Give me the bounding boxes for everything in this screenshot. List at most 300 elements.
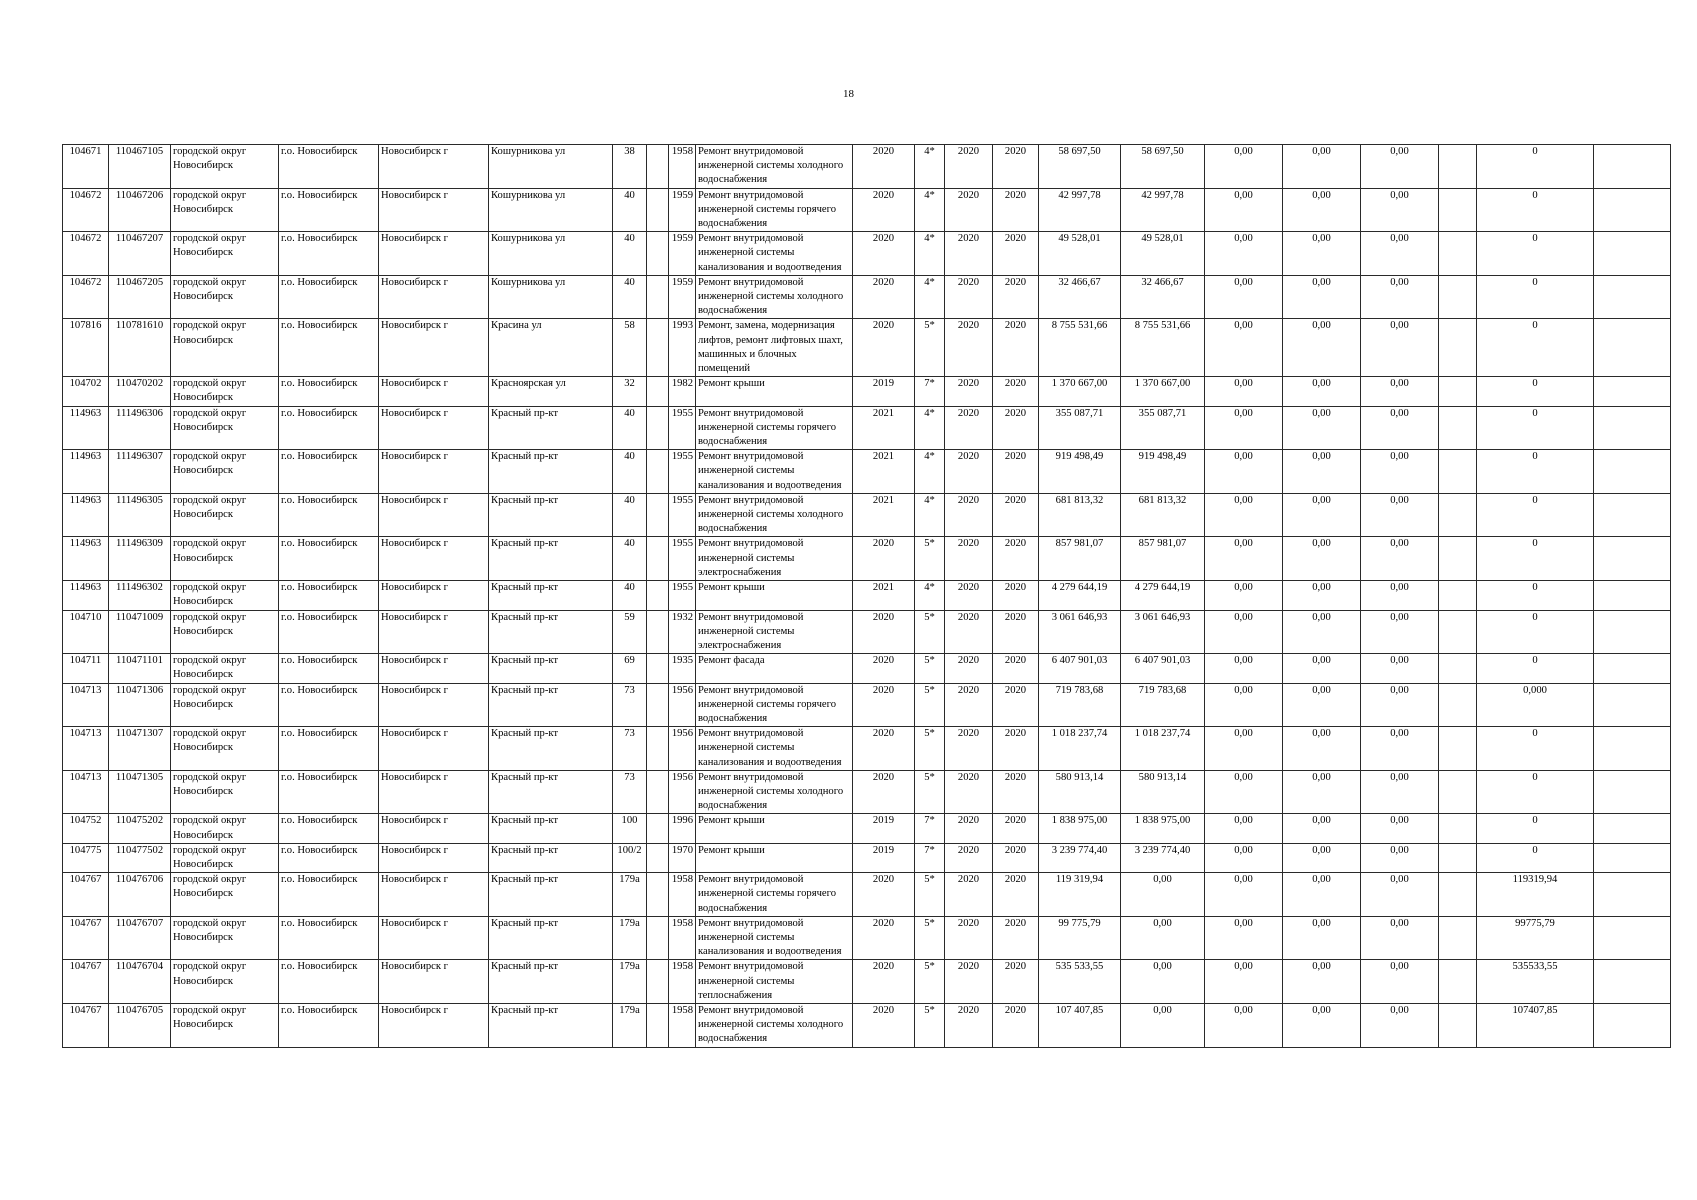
blank-cell bbox=[1594, 960, 1671, 1004]
row-id-cell: 114963 bbox=[63, 537, 109, 581]
amount-cell: 0,00 bbox=[1361, 610, 1439, 654]
city-cell: Новосибирск г bbox=[379, 814, 489, 843]
work-type-cell: Ремонт крыши bbox=[696, 843, 853, 872]
table-body bbox=[63, 145, 1671, 1048]
city-cell: Новосибирск г bbox=[379, 319, 489, 377]
house-code-cell: 110471305 bbox=[109, 770, 171, 814]
blank-cell bbox=[1439, 406, 1477, 450]
house-code-cell: 110467205 bbox=[109, 275, 171, 319]
blank-cell bbox=[1439, 610, 1477, 654]
city-cell: Новосибирск г bbox=[379, 406, 489, 450]
total-cost-cell: 58 697,50 bbox=[1039, 145, 1121, 189]
year-cell: 2020 bbox=[993, 188, 1039, 232]
build-year-cell: 1955 bbox=[669, 537, 696, 581]
amount-cell: 0,00 bbox=[1361, 654, 1439, 683]
fund-cost-cell: 1 018 237,74 bbox=[1121, 727, 1205, 771]
municipality-cell: г.о. Новосибирск bbox=[279, 814, 379, 843]
table-row bbox=[63, 683, 1671, 727]
build-year-cell: 1959 bbox=[669, 232, 696, 276]
blank-cell bbox=[647, 537, 669, 581]
plan-year-cell: 2020 bbox=[853, 916, 915, 960]
house-code-cell: 111496309 bbox=[109, 537, 171, 581]
year-cell: 2020 bbox=[993, 406, 1039, 450]
district-cell: городской округ Новосибирск bbox=[171, 843, 279, 872]
district-cell: городской округ Новосибирск bbox=[171, 319, 279, 377]
work-type-cell: Ремонт внутридомовой инженерной системы электроснабжения bbox=[696, 610, 853, 654]
amount-cell: 0,00 bbox=[1205, 814, 1283, 843]
mark-cell: 5* bbox=[915, 770, 945, 814]
blank-cell bbox=[647, 1003, 669, 1047]
build-year-cell: 1932 bbox=[669, 610, 696, 654]
fund-cost-cell: 6 407 901,03 bbox=[1121, 654, 1205, 683]
amount-cell: 0,00 bbox=[1283, 319, 1361, 377]
mark-cell: 5* bbox=[915, 654, 945, 683]
blank-cell bbox=[1594, 873, 1671, 917]
district-cell: городской округ Новосибирск bbox=[171, 145, 279, 189]
house-number-cell: 179а bbox=[613, 1003, 647, 1047]
house-number-cell: 32 bbox=[613, 377, 647, 406]
total-cost-cell: 119 319,94 bbox=[1039, 873, 1121, 917]
mark-cell: 4* bbox=[915, 145, 945, 189]
house-code-cell: 110476704 bbox=[109, 960, 171, 1004]
house-code-cell: 110475202 bbox=[109, 814, 171, 843]
municipality-cell: г.о. Новосибирск bbox=[279, 188, 379, 232]
year-cell: 2020 bbox=[945, 450, 993, 494]
build-year-cell: 1958 bbox=[669, 145, 696, 189]
fund-cost-cell: 3 061 646,93 bbox=[1121, 610, 1205, 654]
house-number-cell: 40 bbox=[613, 450, 647, 494]
blank-cell bbox=[647, 232, 669, 276]
table-row bbox=[63, 537, 1671, 581]
amount-cell: 0,00 bbox=[1205, 377, 1283, 406]
residual-cell: 0 bbox=[1477, 654, 1594, 683]
amount-cell: 0,00 bbox=[1283, 873, 1361, 917]
blank-cell bbox=[1439, 727, 1477, 771]
row-id-cell: 104713 bbox=[63, 770, 109, 814]
house-number-cell: 40 bbox=[613, 537, 647, 581]
plan-year-cell: 2019 bbox=[853, 377, 915, 406]
amount-cell: 0,00 bbox=[1361, 683, 1439, 727]
blank-cell bbox=[1439, 537, 1477, 581]
amount-cell: 0,00 bbox=[1361, 188, 1439, 232]
year-cell: 2020 bbox=[993, 581, 1039, 610]
total-cost-cell: 1 370 667,00 bbox=[1039, 377, 1121, 406]
blank-cell bbox=[1594, 814, 1671, 843]
city-cell: Новосибирск г bbox=[379, 232, 489, 276]
blank-cell bbox=[647, 727, 669, 771]
residual-cell: 0 bbox=[1477, 814, 1594, 843]
year-cell: 2020 bbox=[993, 377, 1039, 406]
row-id-cell: 114963 bbox=[63, 493, 109, 537]
blank-cell bbox=[1594, 843, 1671, 872]
blank-cell bbox=[1439, 377, 1477, 406]
work-type-cell: Ремонт внутридомовой инженерной системы канализования и водоотведения bbox=[696, 232, 853, 276]
blank-cell bbox=[1439, 493, 1477, 537]
municipality-cell: г.о. Новосибирск bbox=[279, 610, 379, 654]
blank-cell bbox=[1594, 145, 1671, 189]
mark-cell: 5* bbox=[915, 960, 945, 1004]
amount-cell: 0,00 bbox=[1205, 275, 1283, 319]
blank-cell bbox=[647, 770, 669, 814]
row-id-cell: 114963 bbox=[63, 406, 109, 450]
city-cell: Новосибирск г bbox=[379, 275, 489, 319]
work-type-cell: Ремонт крыши bbox=[696, 377, 853, 406]
total-cost-cell: 6 407 901,03 bbox=[1039, 654, 1121, 683]
district-cell: городской округ Новосибирск bbox=[171, 610, 279, 654]
municipality-cell: г.о. Новосибирск bbox=[279, 1003, 379, 1047]
total-cost-cell: 8 755 531,66 bbox=[1039, 319, 1121, 377]
build-year-cell: 1958 bbox=[669, 873, 696, 917]
row-id-cell: 104767 bbox=[63, 873, 109, 917]
amount-cell: 0,00 bbox=[1361, 770, 1439, 814]
district-cell: городской округ Новосибирск bbox=[171, 873, 279, 917]
amount-cell: 0,00 bbox=[1361, 377, 1439, 406]
fund-cost-cell: 857 981,07 bbox=[1121, 537, 1205, 581]
table-row bbox=[63, 727, 1671, 771]
build-year-cell: 1956 bbox=[669, 683, 696, 727]
year-cell: 2020 bbox=[993, 770, 1039, 814]
blank-cell bbox=[1594, 581, 1671, 610]
year-cell: 2020 bbox=[993, 537, 1039, 581]
municipality-cell: г.о. Новосибирск bbox=[279, 232, 379, 276]
district-cell: городской округ Новосибирск bbox=[171, 275, 279, 319]
amount-cell: 0,00 bbox=[1283, 960, 1361, 1004]
district-cell: городской округ Новосибирск bbox=[171, 683, 279, 727]
amount-cell: 0,00 bbox=[1283, 683, 1361, 727]
residual-cell: 0 bbox=[1477, 843, 1594, 872]
amount-cell: 0,00 bbox=[1283, 275, 1361, 319]
amount-cell: 0,00 bbox=[1205, 960, 1283, 1004]
total-cost-cell: 857 981,07 bbox=[1039, 537, 1121, 581]
city-cell: Новосибирск г bbox=[379, 537, 489, 581]
year-cell: 2020 bbox=[945, 610, 993, 654]
row-id-cell: 114963 bbox=[63, 581, 109, 610]
amount-cell: 0,00 bbox=[1205, 232, 1283, 276]
fund-cost-cell: 42 997,78 bbox=[1121, 188, 1205, 232]
total-cost-cell: 355 087,71 bbox=[1039, 406, 1121, 450]
amount-cell: 0,00 bbox=[1205, 406, 1283, 450]
municipality-cell: г.о. Новосибирск bbox=[279, 377, 379, 406]
row-id-cell: 104767 bbox=[63, 1003, 109, 1047]
municipality-cell: г.о. Новосибирск bbox=[279, 960, 379, 1004]
blank-cell bbox=[647, 581, 669, 610]
amount-cell: 0,00 bbox=[1283, 581, 1361, 610]
amount-cell: 0,00 bbox=[1361, 960, 1439, 1004]
build-year-cell: 1959 bbox=[669, 275, 696, 319]
residual-cell: 0 bbox=[1477, 581, 1594, 610]
row-id-cell: 107816 bbox=[63, 319, 109, 377]
street-cell: Красный пр-кт bbox=[489, 610, 613, 654]
plan-year-cell: 2020 bbox=[853, 537, 915, 581]
work-type-cell: Ремонт, замена, модернизация лифтов, ремонт лифтовых шахт, машинных и блочных помещений bbox=[696, 319, 853, 377]
fund-cost-cell: 0,00 bbox=[1121, 960, 1205, 1004]
amount-cell: 0,00 bbox=[1205, 683, 1283, 727]
amount-cell: 0,00 bbox=[1283, 188, 1361, 232]
total-cost-cell: 3 239 774,40 bbox=[1039, 843, 1121, 872]
total-cost-cell: 107 407,85 bbox=[1039, 1003, 1121, 1047]
year-cell: 2020 bbox=[993, 960, 1039, 1004]
table-row bbox=[63, 1003, 1671, 1047]
house-code-cell: 110476706 bbox=[109, 873, 171, 917]
year-cell: 2020 bbox=[993, 814, 1039, 843]
blank-cell bbox=[1439, 960, 1477, 1004]
city-cell: Новосибирск г bbox=[379, 916, 489, 960]
street-cell: Красный пр-кт bbox=[489, 960, 613, 1004]
mark-cell: 5* bbox=[915, 916, 945, 960]
blank-cell bbox=[1594, 275, 1671, 319]
plan-year-cell: 2019 bbox=[853, 843, 915, 872]
house-code-cell: 110471307 bbox=[109, 727, 171, 771]
house-code-cell: 110781610 bbox=[109, 319, 171, 377]
amount-cell: 0,00 bbox=[1361, 450, 1439, 494]
municipality-cell: г.о. Новосибирск bbox=[279, 843, 379, 872]
year-cell: 2020 bbox=[945, 581, 993, 610]
blank-cell bbox=[1439, 232, 1477, 276]
house-code-cell: 110467206 bbox=[109, 188, 171, 232]
year-cell: 2020 bbox=[945, 654, 993, 683]
amount-cell: 0,00 bbox=[1205, 727, 1283, 771]
house-number-cell: 73 bbox=[613, 770, 647, 814]
house-code-cell: 110470202 bbox=[109, 377, 171, 406]
year-cell: 2020 bbox=[945, 537, 993, 581]
house-number-cell: 179а bbox=[613, 960, 647, 1004]
table-row bbox=[63, 960, 1671, 1004]
fund-cost-cell: 0,00 bbox=[1121, 916, 1205, 960]
fund-cost-cell: 49 528,01 bbox=[1121, 232, 1205, 276]
work-type-cell: Ремонт внутридомовой инженерной системы горячего водоснабжения bbox=[696, 873, 853, 917]
row-id-cell: 104775 bbox=[63, 843, 109, 872]
blank-cell bbox=[647, 916, 669, 960]
mark-cell: 5* bbox=[915, 1003, 945, 1047]
residual-cell: 0 bbox=[1477, 450, 1594, 494]
mark-cell: 4* bbox=[915, 493, 945, 537]
year-cell: 2020 bbox=[945, 916, 993, 960]
year-cell: 2020 bbox=[945, 188, 993, 232]
plan-year-cell: 2020 bbox=[853, 319, 915, 377]
city-cell: Новосибирск г bbox=[379, 654, 489, 683]
house-number-cell: 69 bbox=[613, 654, 647, 683]
row-id-cell: 104671 bbox=[63, 145, 109, 189]
blank-cell bbox=[647, 960, 669, 1004]
work-type-cell: Ремонт внутридомовой инженерной системы холодного водоснабжения bbox=[696, 770, 853, 814]
street-cell: Красный пр-кт bbox=[489, 1003, 613, 1047]
mark-cell: 5* bbox=[915, 727, 945, 771]
year-cell: 2020 bbox=[993, 145, 1039, 189]
municipality-cell: г.о. Новосибирск bbox=[279, 493, 379, 537]
table-row bbox=[63, 654, 1671, 683]
year-cell: 2020 bbox=[993, 232, 1039, 276]
year-cell: 2020 bbox=[945, 960, 993, 1004]
district-cell: городской округ Новосибирск bbox=[171, 188, 279, 232]
residual-cell: 0 bbox=[1477, 377, 1594, 406]
blank-cell bbox=[1594, 537, 1671, 581]
amount-cell: 0,00 bbox=[1283, 610, 1361, 654]
table-row bbox=[63, 450, 1671, 494]
year-cell: 2020 bbox=[945, 727, 993, 771]
municipality-cell: г.о. Новосибирск bbox=[279, 406, 379, 450]
residual-cell: 0 bbox=[1477, 770, 1594, 814]
blank-cell bbox=[1594, 319, 1671, 377]
amount-cell: 0,00 bbox=[1361, 232, 1439, 276]
amount-cell: 0,00 bbox=[1205, 581, 1283, 610]
mark-cell: 5* bbox=[915, 610, 945, 654]
residual-cell: 0 bbox=[1477, 145, 1594, 189]
blank-cell bbox=[1439, 450, 1477, 494]
house-number-cell: 40 bbox=[613, 581, 647, 610]
street-cell: Красный пр-кт bbox=[489, 450, 613, 494]
amount-cell: 0,00 bbox=[1205, 843, 1283, 872]
amount-cell: 0,00 bbox=[1361, 145, 1439, 189]
table-row bbox=[63, 188, 1671, 232]
street-cell: Красный пр-кт bbox=[489, 537, 613, 581]
plan-year-cell: 2020 bbox=[853, 1003, 915, 1047]
work-type-cell: Ремонт внутридомовой инженерной системы канализования и водоотведения bbox=[696, 916, 853, 960]
house-number-cell: 40 bbox=[613, 275, 647, 319]
residual-cell: 99775,79 bbox=[1477, 916, 1594, 960]
blank-cell bbox=[1439, 581, 1477, 610]
mark-cell: 4* bbox=[915, 232, 945, 276]
city-cell: Новосибирск г bbox=[379, 450, 489, 494]
city-cell: Новосибирск г bbox=[379, 188, 489, 232]
mark-cell: 5* bbox=[915, 319, 945, 377]
plan-year-cell: 2021 bbox=[853, 450, 915, 494]
amount-cell: 0,00 bbox=[1283, 1003, 1361, 1047]
build-year-cell: 1993 bbox=[669, 319, 696, 377]
city-cell: Новосибирск г bbox=[379, 581, 489, 610]
blank-cell bbox=[1594, 727, 1671, 771]
row-id-cell: 104767 bbox=[63, 960, 109, 1004]
street-cell: Красный пр-кт bbox=[489, 581, 613, 610]
blank-cell bbox=[1439, 145, 1477, 189]
table-row bbox=[63, 406, 1671, 450]
work-type-cell: Ремонт внутридомовой инженерной системы канализования и водоотведения bbox=[696, 450, 853, 494]
blank-cell bbox=[1594, 406, 1671, 450]
blank-cell bbox=[1439, 188, 1477, 232]
work-type-cell: Ремонт крыши bbox=[696, 581, 853, 610]
amount-cell: 0,00 bbox=[1361, 916, 1439, 960]
amount-cell: 0,00 bbox=[1205, 493, 1283, 537]
blank-cell bbox=[1594, 232, 1671, 276]
district-cell: городской округ Новосибирск bbox=[171, 654, 279, 683]
build-year-cell: 1958 bbox=[669, 916, 696, 960]
residual-cell: 119319,94 bbox=[1477, 873, 1594, 917]
build-year-cell: 1996 bbox=[669, 814, 696, 843]
build-year-cell: 1982 bbox=[669, 377, 696, 406]
residual-cell: 0,000 bbox=[1477, 683, 1594, 727]
work-type-cell: Ремонт крыши bbox=[696, 814, 853, 843]
plan-year-cell: 2020 bbox=[853, 960, 915, 1004]
amount-cell: 0,00 bbox=[1283, 145, 1361, 189]
fund-cost-cell: 681 813,32 bbox=[1121, 493, 1205, 537]
district-cell: городской округ Новосибирск bbox=[171, 960, 279, 1004]
blank-cell bbox=[1594, 1003, 1671, 1047]
work-type-cell: Ремонт внутридомовой инженерной системы холодного водоснабжения bbox=[696, 493, 853, 537]
total-cost-cell: 32 466,67 bbox=[1039, 275, 1121, 319]
total-cost-cell: 1 018 237,74 bbox=[1039, 727, 1121, 771]
amount-cell: 0,00 bbox=[1283, 843, 1361, 872]
district-cell: городской округ Новосибирск bbox=[171, 537, 279, 581]
house-code-cell: 110467207 bbox=[109, 232, 171, 276]
year-cell: 2020 bbox=[945, 683, 993, 727]
blank-cell bbox=[647, 814, 669, 843]
amount-cell: 0,00 bbox=[1361, 275, 1439, 319]
table-row bbox=[63, 145, 1671, 189]
year-cell: 2020 bbox=[993, 654, 1039, 683]
municipality-cell: г.о. Новосибирск bbox=[279, 727, 379, 771]
year-cell: 2020 bbox=[993, 873, 1039, 917]
amount-cell: 0,00 bbox=[1283, 406, 1361, 450]
blank-cell bbox=[647, 145, 669, 189]
blank-cell bbox=[1594, 188, 1671, 232]
blank-cell bbox=[647, 319, 669, 377]
municipality-cell: г.о. Новосибирск bbox=[279, 770, 379, 814]
blank-cell bbox=[1439, 683, 1477, 727]
residual-cell: 0 bbox=[1477, 319, 1594, 377]
blank-cell bbox=[647, 275, 669, 319]
table-row bbox=[63, 916, 1671, 960]
year-cell: 2020 bbox=[945, 493, 993, 537]
year-cell: 2020 bbox=[945, 843, 993, 872]
blank-cell bbox=[1594, 770, 1671, 814]
fund-cost-cell: 1 838 975,00 bbox=[1121, 814, 1205, 843]
mark-cell: 4* bbox=[915, 188, 945, 232]
row-id-cell: 104672 bbox=[63, 275, 109, 319]
plan-year-cell: 2019 bbox=[853, 814, 915, 843]
street-cell: Красный пр-кт bbox=[489, 654, 613, 683]
street-cell: Красноярская ул bbox=[489, 377, 613, 406]
total-cost-cell: 4 279 644,19 bbox=[1039, 581, 1121, 610]
year-cell: 2020 bbox=[993, 1003, 1039, 1047]
blank-cell bbox=[647, 406, 669, 450]
blank-cell bbox=[1594, 377, 1671, 406]
amount-cell: 0,00 bbox=[1283, 654, 1361, 683]
district-cell: городской округ Новосибирск bbox=[171, 377, 279, 406]
municipality-cell: г.о. Новосибирск bbox=[279, 145, 379, 189]
district-cell: городской округ Новосибирск bbox=[171, 770, 279, 814]
plan-year-cell: 2020 bbox=[853, 275, 915, 319]
year-cell: 2020 bbox=[945, 814, 993, 843]
year-cell: 2020 bbox=[993, 843, 1039, 872]
year-cell: 2020 bbox=[945, 275, 993, 319]
work-type-cell: Ремонт внутридомовой инженерной системы холодного водоснабжения bbox=[696, 145, 853, 189]
municipality-cell: г.о. Новосибирск bbox=[279, 683, 379, 727]
year-cell: 2020 bbox=[945, 232, 993, 276]
fund-cost-cell: 919 498,49 bbox=[1121, 450, 1205, 494]
blank-cell bbox=[647, 873, 669, 917]
amount-cell: 0,00 bbox=[1205, 1003, 1283, 1047]
mark-cell: 7* bbox=[915, 843, 945, 872]
residual-cell: 0 bbox=[1477, 537, 1594, 581]
year-cell: 2020 bbox=[945, 873, 993, 917]
street-cell: Красный пр-кт bbox=[489, 683, 613, 727]
municipality-cell: г.о. Новосибирск bbox=[279, 319, 379, 377]
total-cost-cell: 919 498,49 bbox=[1039, 450, 1121, 494]
municipality-cell: г.о. Новосибирск bbox=[279, 275, 379, 319]
table-row bbox=[63, 581, 1671, 610]
total-cost-cell: 681 813,32 bbox=[1039, 493, 1121, 537]
total-cost-cell: 580 913,14 bbox=[1039, 770, 1121, 814]
street-cell: Красный пр-кт bbox=[489, 770, 613, 814]
total-cost-cell: 3 061 646,93 bbox=[1039, 610, 1121, 654]
row-id-cell: 104672 bbox=[63, 188, 109, 232]
year-cell: 2020 bbox=[993, 319, 1039, 377]
municipality-cell: г.о. Новосибирск bbox=[279, 654, 379, 683]
house-code-cell: 111496302 bbox=[109, 581, 171, 610]
amount-cell: 0,00 bbox=[1205, 916, 1283, 960]
street-cell: Кошурникова ул bbox=[489, 275, 613, 319]
street-cell: Красный пр-кт bbox=[489, 843, 613, 872]
plan-year-cell: 2021 bbox=[853, 493, 915, 537]
